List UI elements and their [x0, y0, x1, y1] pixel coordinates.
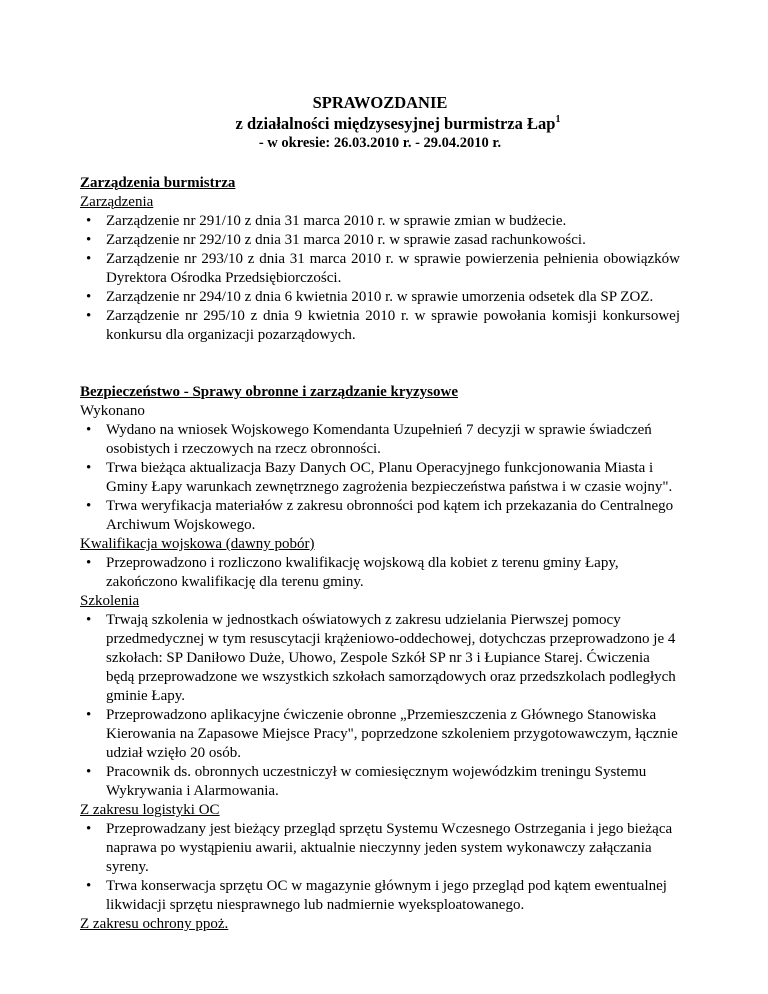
subheading-logistyka: Z zakresu logistyki OC: [80, 802, 220, 818]
list-item: • Zarządzenie nr 293/10 z dnia 31 marca 2010 r. w sprawie powierzenia pełnienia obowiązków Dyrektora Ośrodka Przedsiębiorczości.: [86, 251, 680, 286]
list-item: • Przeprowadzany jest bieżący przegląd sprzętu Systemu Wczesnego Ostrzegania i jego bieżąca naprawa po wystąpieniu awarii, aktualnie nieczynny jeden system wykonawczy załączania syreny.: [86, 821, 673, 875]
list-item: • Wydano na wniosek Wojskowego Komendanta Uzupełnień 7 decyzji w sprawie świadczeń osobistych i rzeczowych na rzecz obronności.: [86, 422, 652, 457]
wykonano-list: [80, 421, 680, 535]
bullet-icon: •: [86, 460, 92, 476]
bullet-icon: •: [86, 308, 92, 324]
subheading-wykonano: Wykonano: [80, 403, 145, 419]
list-item: • Trwają szkolenia w jednostkach oświatowych z zakresu udzielania Pierwszej pomocy przedmedycznej w tym resuscytacji krążeniowo-oddechowej, dotychczas przeprowadzono je 4 szkołach: SP Daniłowo Duże, Uhowo, Zespole Szkół SP nr 3 i Łupiance Starej. Ćwiczenia będą przeprowadzone we wszystkich szkołach samorządowych oraz przedszkolach podległych gminie Łapy.: [86, 612, 676, 704]
bullet-icon: •: [86, 498, 92, 514]
list-item: • Trwa bieżąca aktualizacja Bazy Danych OC, Planu Operacyjnego funkcjonowania Miasta i Gminy Łapy warunkach zewnętrznego zagrożenia bezpieczeństwa państwa i w czasie wojny".: [86, 460, 673, 495]
bullet-icon: •: [86, 289, 92, 305]
subheading-ochrona-ppoz: Z zakresu ochrony ppoż.: [80, 916, 229, 932]
subheading-kwalifikacja: Kwalifikacja wojskowa (dawny pobór): [80, 536, 315, 552]
report-period: - w okresie: 26.03.2010 r. - 29.04.2010 r.: [258, 135, 502, 151]
bullet-icon: •: [86, 878, 92, 894]
subheading-szkolenia: Szkolenia: [80, 593, 140, 609]
list-item: • Zarządzenie nr 292/10 z dnia 31 marca 2010 r. w sprawie zasad rachunkowości.: [86, 232, 586, 248]
bullet-icon: •: [86, 707, 92, 723]
list-item: • Przeprowadzono aplikacyjne ćwiczenie obronne „Przemieszczenia z Głównego Stanowiska Kierowania na Zapasowe Miejsce Pracy", poprzedzone szkoleniem przygotowawczym, łącznie udział wzięło 20 osób.: [86, 707, 678, 761]
list-item: • Pracownik ds. obronnych uczestniczył w comiesięcznym wojewódzkim treningu Systemu Wykrywania i Alarmowania.: [86, 764, 647, 799]
footnote-mark: 1: [555, 114, 561, 125]
bullet-icon: •: [86, 821, 92, 837]
document-page: [80, 92, 680, 934]
list-item: • Zarządzenie nr 294/10 z dnia 6 kwietnia 2010 r. w sprawie umorzenia odsetek dla SP ZOZ.: [86, 289, 654, 305]
bullet-icon: •: [86, 251, 92, 267]
kwalifikacja-list: [80, 554, 680, 592]
bullet-icon: •: [86, 422, 92, 438]
list-item: • Zarządzenie nr 295/10 z dnia 9 kwietnia 2010 r. w sprawie powołania komisji konkursowej konkursu dla organizacji pozarządowych.: [86, 308, 680, 343]
szkolenia-list: [80, 611, 680, 801]
list-item: • Zarządzenie nr 291/10 z dnia 31 marca 2010 r. w sprawie zmian w budżecie.: [86, 213, 567, 229]
list-item: • Trwa weryfikacja materiałów z zakresu obronności pod kątem ich przekazania do Centralnego Archiwum Wojskowego.: [86, 498, 674, 533]
list-item: • Przeprowadzono i rozliczono kwalifikację wojskową dla kobiet z terenu gminy Łapy, zakończono kwalifikację dla terenu gminy.: [86, 555, 619, 590]
bullet-icon: •: [86, 764, 92, 780]
bullet-icon: •: [86, 213, 92, 229]
logistyka-list: [80, 820, 680, 915]
section-heading-bezpieczenstwo: Bezpieczeństwo - Sprawy obronne i zarządzanie kryzysowe: [80, 384, 459, 400]
subheading-zarzadzenia: Zarządzenia: [80, 194, 154, 210]
document-title: SPRAWOZDANIE: [312, 93, 448, 112]
document-subtitle: [116, 113, 680, 134]
bullet-icon: •: [86, 232, 92, 248]
subtitle-text: z działalności międzysesyjnej burmistrza Łap: [235, 114, 556, 133]
title-block: [80, 92, 680, 153]
section-heading-zarzadzenia: Zarządzenia burmistrza: [80, 175, 236, 191]
bullet-icon: •: [86, 612, 92, 628]
zarzadzenia-list: [80, 212, 680, 345]
list-item: • Trwa konserwacja sprzętu OC w magazynie głównym i jego przegląd pod kątem ewentualnej likwidacji sprzętu niesprawnego lub nadmiernie wyeksploatowanego.: [86, 878, 667, 913]
bullet-icon: •: [86, 555, 92, 571]
